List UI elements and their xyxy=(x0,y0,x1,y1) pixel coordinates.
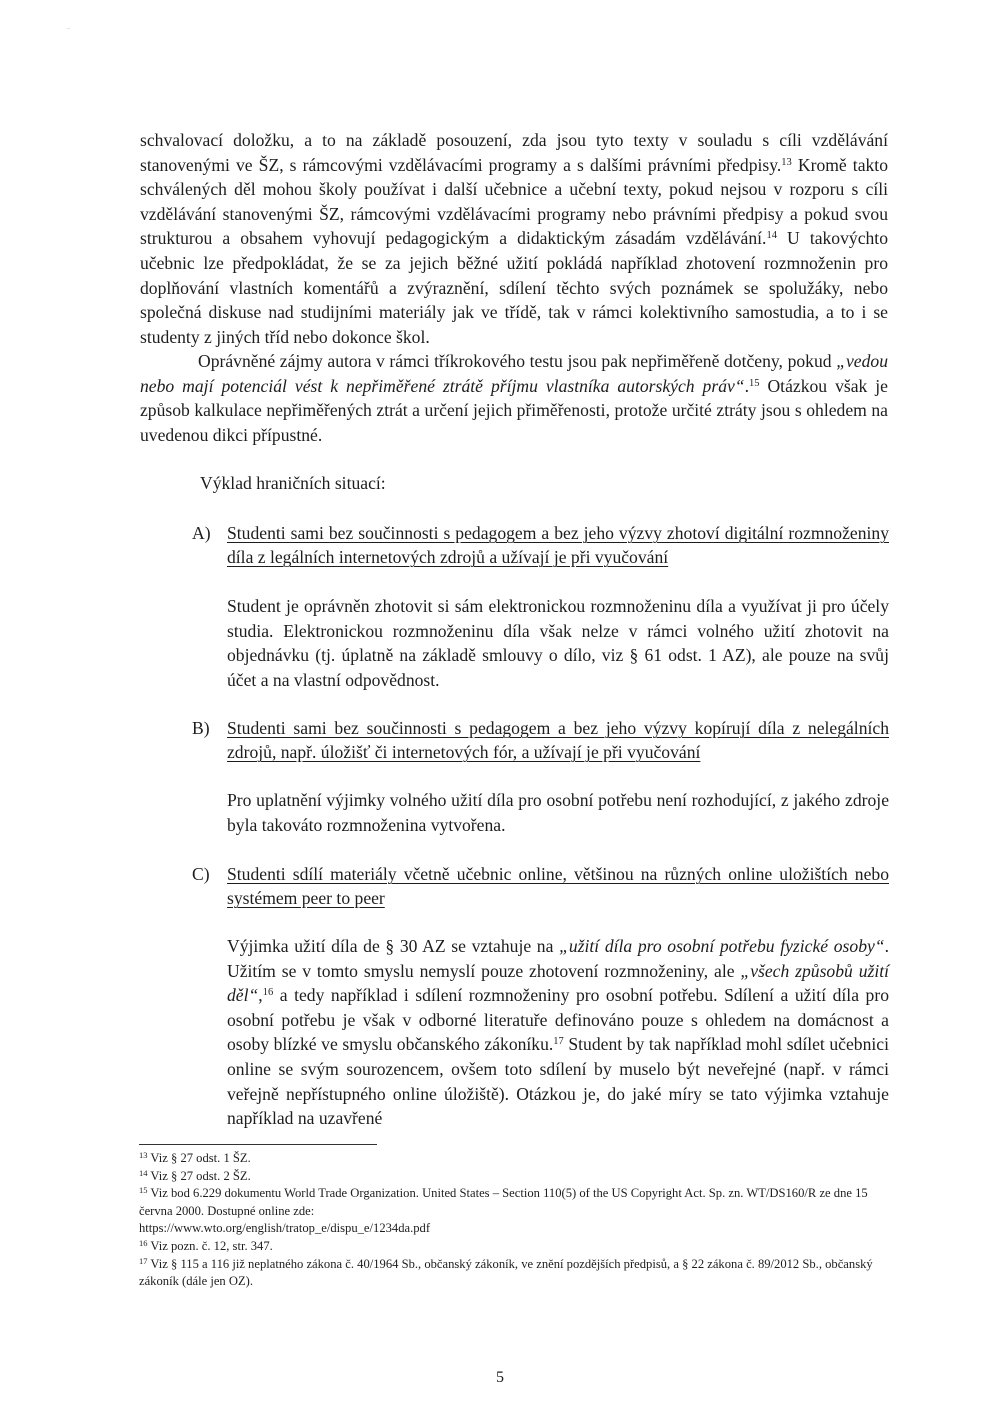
list-item-b-body: Pro uplatnění výjimky volného užití díla pro osobní potřebu není rozhodující, z jakého zdroje byla takováto rozmnoženina vytvořena. xyxy=(227,790,889,835)
footnote-number: 17 xyxy=(139,1255,148,1266)
footnote-number: 16 xyxy=(139,1237,148,1248)
list-item-c-body xyxy=(227,934,889,1131)
footnote-number: 14 xyxy=(139,1167,148,1178)
footnote-url[interactable]: https://www.wto.org/english/tratop_e/dispu_e/1234da.pdf xyxy=(139,1221,431,1236)
paragraph-1-text-b: Kromě takto schválených děl mohou školy používat i další učebnice a učební texty, pokud nejsou v rozporu s cíli vzdělávání stanovenými ŠZ, rámcovými vzdělávacími programy nebo právními předpisy a pokud svou strukturou a obsahem vyhovují pedagogickým a didaktickým zásadám vzdělávání. xyxy=(140,154,888,249)
footnote-14 xyxy=(139,1168,891,1186)
paragraph-2-punct: . xyxy=(744,375,749,396)
section-heading: Výklad hraničních situací: xyxy=(200,473,386,493)
paragraph-2 xyxy=(140,349,888,447)
list-item-c-text-b: . Užitím se v tomto smyslu nemyslí pouze zhotovení rozmnoženiny, ale xyxy=(227,936,889,981)
footnote-text: Viz bod 6.229 dokumentu World Trade Organization. United States – Section 110(5) of the US Copyright Act. Sp. zn. WT/DS160/R ze dne 15 června 2000. Dostupné online zde: xyxy=(139,1186,868,1218)
footnote-number: 15 xyxy=(139,1185,148,1196)
footnote-number: 13 xyxy=(139,1150,148,1160)
scan-mark: ⁻ xyxy=(66,26,71,36)
footnote-text: Viz pozn. č. 12, str. 347. xyxy=(150,1238,273,1253)
list-item-title: Studenti sdílí materiály včetně učebnic online, většinou na různých online uložištích nebo systémem peer to peer xyxy=(227,864,889,908)
footnote-ref-16[interactable]: 16 xyxy=(262,987,274,999)
footnote-divider xyxy=(139,1144,377,1145)
list-item-letter: C) xyxy=(192,864,210,884)
footnote-15 xyxy=(139,1185,891,1220)
footnote-ref-13[interactable]: 13 xyxy=(781,156,792,168)
list-item-c-text: Výjimka užití díla de § 30 AZ se vztahuje na xyxy=(227,936,560,956)
footnote-16 xyxy=(139,1238,891,1256)
list-item-c-quote-1: „užití díla pro osobní potřebu fyzické osoby“ xyxy=(559,936,885,956)
list-item-title: Studenti sami bez součinnosti s pedagogem a bez jeho výzvy kopírují díla z nelegálních zdrojů, např. úložišť či internetových fór, a užívají je při vyučování xyxy=(227,718,889,762)
footnote-ref-15[interactable]: 15 xyxy=(749,377,760,389)
paragraph-2-text-c: Otázkou však je způsob kalkulace nepřiměřených ztrát a určení jejich přiměřenosti, protože určité ztráty jsou s ohledem na uvedenou dikci přípustné. xyxy=(140,375,888,445)
footnote-text: Viz § 27 odst. 2 ŠZ. xyxy=(150,1168,251,1183)
footnote-17 xyxy=(139,1256,891,1291)
footnotes xyxy=(139,1150,891,1291)
list-item-letter: A) xyxy=(192,523,211,543)
footnote-13 xyxy=(139,1150,891,1168)
paragraph-1-text-c: U takovýchto učebnic lze předpokládat, že se za jejich běžné užití pokládá například zhotovení rozmnoženin pro doplňování vlastních komentářů a zvýraznění, sdílení těchto svých poznámek se spolužáky, nebo společná diskuse nad studijními materiály jak ve třídě, tak v rámci kolektivního samostudia, a to i se studenty z jiných tříd nebo dokonce škol. xyxy=(140,228,888,347)
list-item-letter: B) xyxy=(192,718,210,738)
page-number: 5 xyxy=(496,1369,504,1386)
paragraph-1-text: schvalovací doložku, a to na základě posouzení, zda jsou tyto texty v souladu s cíli vzdělávání stanovenými ve ŠZ, s rámcovými vzdělávacími programy a s dalšími právními předpisy. xyxy=(140,130,888,175)
list-item-title: Studenti sami bez součinnosti s pedagogem a bez jeho výzvy zhotoví digitální rozmnoženiny díla z legálních internetových zdrojů a užívají je při vyučování xyxy=(227,523,889,567)
footnote-ref-17[interactable]: 17 xyxy=(553,1036,564,1048)
footnote-15-link[interactable] xyxy=(139,1220,891,1238)
list-item-c-text-e: Student by tak například mohl sdílet učebnici online se svým sourozencem, ovšem toto sdílení by muselo být neveřejné (např. v rámci veřejně nepřístupného online úložiště). Otázkou je, do jaké míry se tato výjimka vztahuje například na uzavřené xyxy=(227,1034,889,1129)
footnote-text: Viz § 115 a 116 již neplatného zákona č. 40/1964 Sb., občanský zákoník, ve znění pozdějších předpisů, a § 22 zákona č. 89/2012 Sb., občanský zákoník (dále jen OZ). xyxy=(139,1256,873,1289)
list-item-c-text-d: a tedy například i sdílení rozmnoženiny pro osobní potřebu. Sdílení a užití díla pro osobní potřebu je však v odborné literatuře definováno pouze s ohledem na domácnost a osoby blízké ve smyslu občanského zákoníku. xyxy=(227,985,889,1055)
footnote-text: Viz § 27 odst. 1 ŠZ. xyxy=(150,1151,251,1165)
paragraph-1 xyxy=(140,128,888,349)
list-item-c-punct: , xyxy=(258,985,263,1006)
footnote-ref-14[interactable]: 14 xyxy=(766,230,777,242)
paragraph-2-text: Oprávněné zájmy autora v rámci tříkrokového testu jsou pak nepřiměřeně dotčeny, pokud xyxy=(198,351,837,371)
paragraph-2-quote: „vedou nebo mají potenciál vést k nepřiměřené ztrátě příjmu vlastníka autorských práv“ xyxy=(140,351,888,396)
list-item-a-body: Student je oprávněn zhotovit si sám elektronickou rozmnoženinu díla a využívat ji pro účely studia. Elektronickou rozmnoženinu díla však nelze v rámci volného užití zhotovit na objednávku (tj. úplatně na základě smlouvy o dílo, viz § 61 odst. 1 AZ), ale pouze na svůj účet a na vlastní odpovědnost. xyxy=(227,596,889,690)
list-item-c-quote-2: „všech způsobů užití děl“ xyxy=(227,960,890,1006)
